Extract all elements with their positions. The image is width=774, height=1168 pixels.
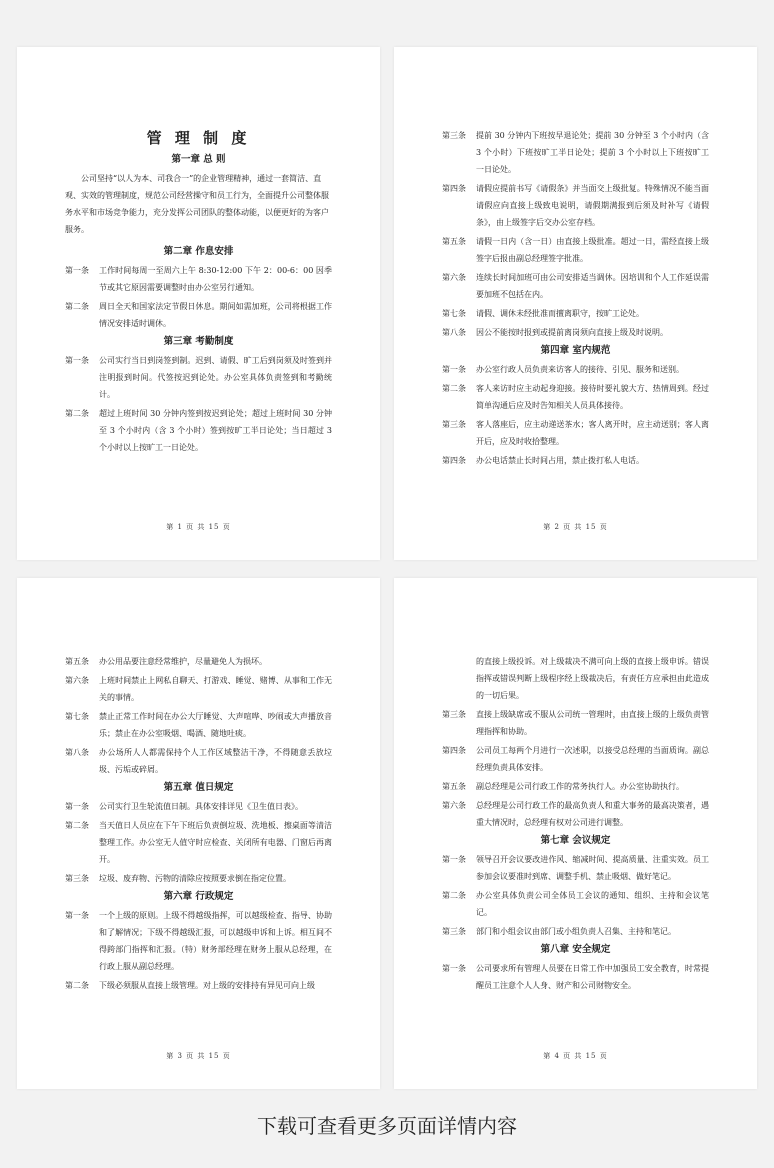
article-text: 工作时间每周一至周六上午 8:30-12:00 下午 2：00-6：00 因季节或其它原因需要调整时由办公室另行通知。 — [99, 266, 332, 292]
article-number — [442, 653, 476, 704]
article-number: 第五条 — [65, 657, 89, 666]
article-item — [442, 778, 709, 795]
page-number: 第 4 页 共 15 页 — [543, 1052, 608, 1060]
article-item — [442, 706, 709, 740]
article-text: 禁止正常工作时间在办公大厅睡觉、大声喧哗、吵闹或大声播放音乐；禁止在办公室吸烟、喝酒、随地吐痰。 — [99, 712, 332, 738]
page-blocks — [65, 152, 332, 456]
article-number: 第五条 — [442, 782, 466, 791]
article-number: 第三条 — [442, 131, 466, 140]
article-item — [442, 361, 709, 378]
article-item — [65, 907, 332, 975]
article-text: 提前 30 分钟内下班按早退论处；提前 30 分钟至 3 个小时内（含 3 个小时）下班按旷工半日论处；提前 3 个小时以上下班按旷工一日论处。 — [476, 131, 709, 174]
article-text: 办公室行政人员负责来访客人的接待、引见、服务和送别。 — [476, 365, 684, 374]
document-page-4 — [394, 578, 757, 1089]
article-number: 第四条 — [442, 456, 466, 465]
article-number: 第二条 — [442, 891, 466, 900]
article-number: 第一条 — [65, 356, 89, 365]
article-text: 的直接上级投诉。对上级裁决不满可向上级的直接上级申诉。错误指挥或错误判断上级程序经上级裁决后，有责任方应承担由此造成的一切后果。 — [476, 657, 709, 700]
article-text: 当天值日人员应在下午下班后负责倒垃圾、洗地板、擦桌面等清洁整理工作。办公室无人值守时应检查、关闭所有电器、门窗后再离开。 — [99, 821, 332, 864]
article-text: 下级必须服从直接上级管理。对上级的安排持有异见可向上级 — [99, 981, 315, 990]
article-item — [65, 298, 332, 332]
article-item — [65, 817, 332, 868]
intro-paragraph: 公司坚持“以人为本、司我合一”的企业管理精神，通过一套简洁、直观、实效的管理制度，规范公司经营操守和员工行为，全面提升公司整体服务水平和市场竞争能力，充分发挥公司团队的整体动能，以便更好的为客户服务。 — [65, 174, 329, 234]
article-number: 第四条 — [442, 184, 466, 193]
article-item — [65, 352, 332, 403]
article-item — [65, 653, 332, 670]
article-item — [442, 324, 709, 341]
article-item — [442, 851, 709, 885]
article-text: 办公场所人人都需保持个人工作区域整洁干净，不得随意丢放垃圾、污垢或碎屑。 — [99, 748, 332, 774]
article-text: 请假应提前书写《请假条》并当面交上级批复。特殊情况不能当面请假应向直接上级致电说明，请假期满报到后须及时补写《请假条》，由上级签字后交办公室存档。 — [476, 184, 709, 227]
article-item — [442, 797, 709, 831]
article-item — [442, 305, 709, 322]
page-blocks — [442, 653, 709, 994]
chapter-heading: 第八章 安全规定 — [540, 944, 611, 955]
article-text: 部门和小组会议由部门或小组负责人召集、主持和笔记。 — [476, 927, 676, 936]
article-text: 办公用品要注意经常维护，尽量避免人为损坏。 — [99, 657, 267, 666]
article-text: 公司员工每两个月进行一次述职，以接受总经理的当面质询。副总经理负责具体安排。 — [476, 746, 709, 772]
article-text: 领导召开会议要改进作风、缩减时间、提高质量、注重实效。员工参加会议要准时到席、调整手机、禁止吸烟、做好笔记。 — [476, 855, 709, 881]
page-content — [442, 127, 709, 471]
article-item — [65, 977, 332, 994]
page-number: 第 1 页 共 15 页 — [166, 523, 231, 531]
article-text: 连续长时间加班可由公司安排适当调休。因培训和个人工作延误需要加班不包括在内。 — [476, 273, 709, 299]
article-text: 周日全天和国家法定节假日休息。期间如需加班，公司将根据工作情况安排适时调休。 — [99, 302, 332, 328]
article-number: 第六条 — [65, 676, 89, 685]
page-number: 第 3 页 共 15 页 — [166, 1052, 231, 1060]
article-number: 第八条 — [442, 328, 466, 337]
article-number: 第三条 — [65, 874, 89, 883]
article-item — [442, 233, 709, 267]
page-content — [65, 127, 332, 458]
page-content — [442, 653, 709, 996]
page-content — [65, 653, 332, 996]
article-text: 因公不能按时报到或提前离岗须向直接上级及时说明。 — [476, 328, 668, 337]
article-item — [442, 416, 709, 450]
article-item — [442, 960, 709, 994]
article-number: 第七条 — [442, 309, 466, 318]
article-number: 第二条 — [65, 409, 89, 418]
article-item — [65, 798, 332, 815]
article-item — [65, 708, 332, 742]
article-item — [65, 744, 332, 778]
article-item — [442, 452, 709, 469]
article-number: 第七条 — [65, 712, 89, 721]
article-number: 第二条 — [442, 384, 466, 393]
chapter-heading: 第二章 作息安排 — [163, 246, 234, 257]
article-text: 上班时间禁止上网私自聊天、打游戏、睡觉、赌博、从事和工作无关的事情。 — [99, 676, 332, 702]
page-blocks — [442, 127, 709, 469]
article-text: 总经理是公司行政工作的最高负责人和重大事务的最高决策者，遇重大情况时，总经理有权对公司进行调整。 — [476, 801, 709, 827]
article-item — [442, 653, 709, 704]
chapter-heading: 第七章 会议规定 — [540, 835, 611, 846]
article-number: 第三条 — [442, 927, 466, 936]
article-number: 第二条 — [65, 821, 89, 830]
article-item — [442, 380, 709, 414]
chapter-heading: 第一章 总 则 — [171, 154, 226, 165]
download-caption[interactable]: 下载可查看更多页面详情内容 — [257, 1114, 517, 1138]
article-number: 第四条 — [442, 746, 466, 755]
article-text: 副总经理是公司行政工作的常务执行人。办公室协助执行。 — [476, 782, 684, 791]
page-number: 第 2 页 共 15 页 — [543, 523, 608, 531]
article-text: 超过上班时间 30 分钟内签到按迟到论处；超过上班时间 30 分钟至 3 个小时内（含 3 个小时）签到按旷工半日论处；当日超过 3 个小时以上按旷工一日论处。 — [99, 409, 332, 452]
article-text: 公司要求所有管理人员要在日常工作中加强员工安全教育，时常提醒员工注意个人人身、财产和公司财物安全。 — [476, 964, 709, 990]
article-number: 第一条 — [442, 964, 466, 973]
article-number: 第一条 — [65, 802, 89, 811]
article-item — [65, 405, 332, 456]
article-item — [442, 269, 709, 303]
article-text: 客人落座后，应主动递送茶水；客人离开时，应主动送别；客人离开后，应及时收拾整理。 — [476, 420, 709, 446]
article-item — [65, 262, 332, 296]
page-blocks — [65, 653, 332, 994]
article-item — [442, 180, 709, 231]
article-text: 办公电话禁止长时间占用，禁止拨打私人电话。 — [476, 456, 644, 465]
article-item — [442, 742, 709, 776]
article-text: 直接上级缺席或不服从公司统一管理时，由直接上级的上级负责管理指挥和协助。 — [476, 710, 709, 736]
chapter-heading: 第四章 室内规范 — [540, 345, 611, 356]
article-number: 第八条 — [65, 748, 89, 757]
article-number: 第一条 — [65, 266, 89, 275]
article-item — [65, 870, 332, 887]
article-number: 第二条 — [65, 981, 89, 990]
document-page-3 — [17, 578, 380, 1089]
article-text: 公司实行卫生轮流值日制。具体安排详见《卫生值日表》。 — [99, 802, 303, 811]
chapter-heading: 第五章 值日规定 — [163, 782, 234, 793]
article-text: 请假、调休未经批准而擅离职守，按旷工论处。 — [476, 309, 644, 318]
article-number: 第五条 — [442, 237, 466, 246]
article-item — [442, 923, 709, 940]
article-item — [65, 672, 332, 706]
article-item — [442, 127, 709, 178]
article-text: 办公室具体负责公司全体员工会议的通知、组织、主持和会议笔记。 — [476, 891, 709, 917]
article-number: 第六条 — [442, 273, 466, 282]
article-text: 一个上级的原则。上级不得越级指挥，可以越级检查、指导、协助和了解情况；下级不得越级汇报，可以越级申诉和上诉。相互间不得跨部门指挥和汇报。（特）财务部经理在财务上服从总经理，在行政上服从副总经理。 — [99, 911, 332, 971]
article-text: 垃圾、废弃物、污物的清除应按照要求倒在指定位置。 — [99, 874, 291, 883]
article-item — [442, 887, 709, 921]
article-number: 第二条 — [65, 302, 89, 311]
article-text: 客人来访时应主动起身迎接。接待时要礼貌大方、热情周到。经过简单沟通后应及时告知相关人员具体接待。 — [476, 384, 709, 410]
document-page-2 — [394, 47, 757, 560]
article-text: 请假一日内（含一日）由直接上级批准。超过一日，需经直接上级签字后报由副总经理签字批准。 — [476, 237, 709, 263]
article-number: 第一条 — [442, 365, 466, 374]
article-number: 第三条 — [442, 420, 466, 429]
article-number: 第一条 — [442, 855, 466, 864]
article-number: 第一条 — [65, 911, 89, 920]
document-page-1 — [17, 47, 380, 560]
article-number: 第三条 — [442, 710, 466, 719]
chapter-heading: 第六章 行政规定 — [163, 891, 234, 902]
document-title: 管 理 制 度 — [146, 129, 251, 147]
chapter-heading: 第三章 考勤制度 — [163, 336, 234, 347]
article-number: 第六条 — [442, 801, 466, 810]
article-text: 公司实行当日到岗签到制。迟到、请假、旷工后到岗须及时签到并注明报到时间。代签按迟到论处。办公室具体负责签到和考勤统计。 — [99, 356, 332, 399]
